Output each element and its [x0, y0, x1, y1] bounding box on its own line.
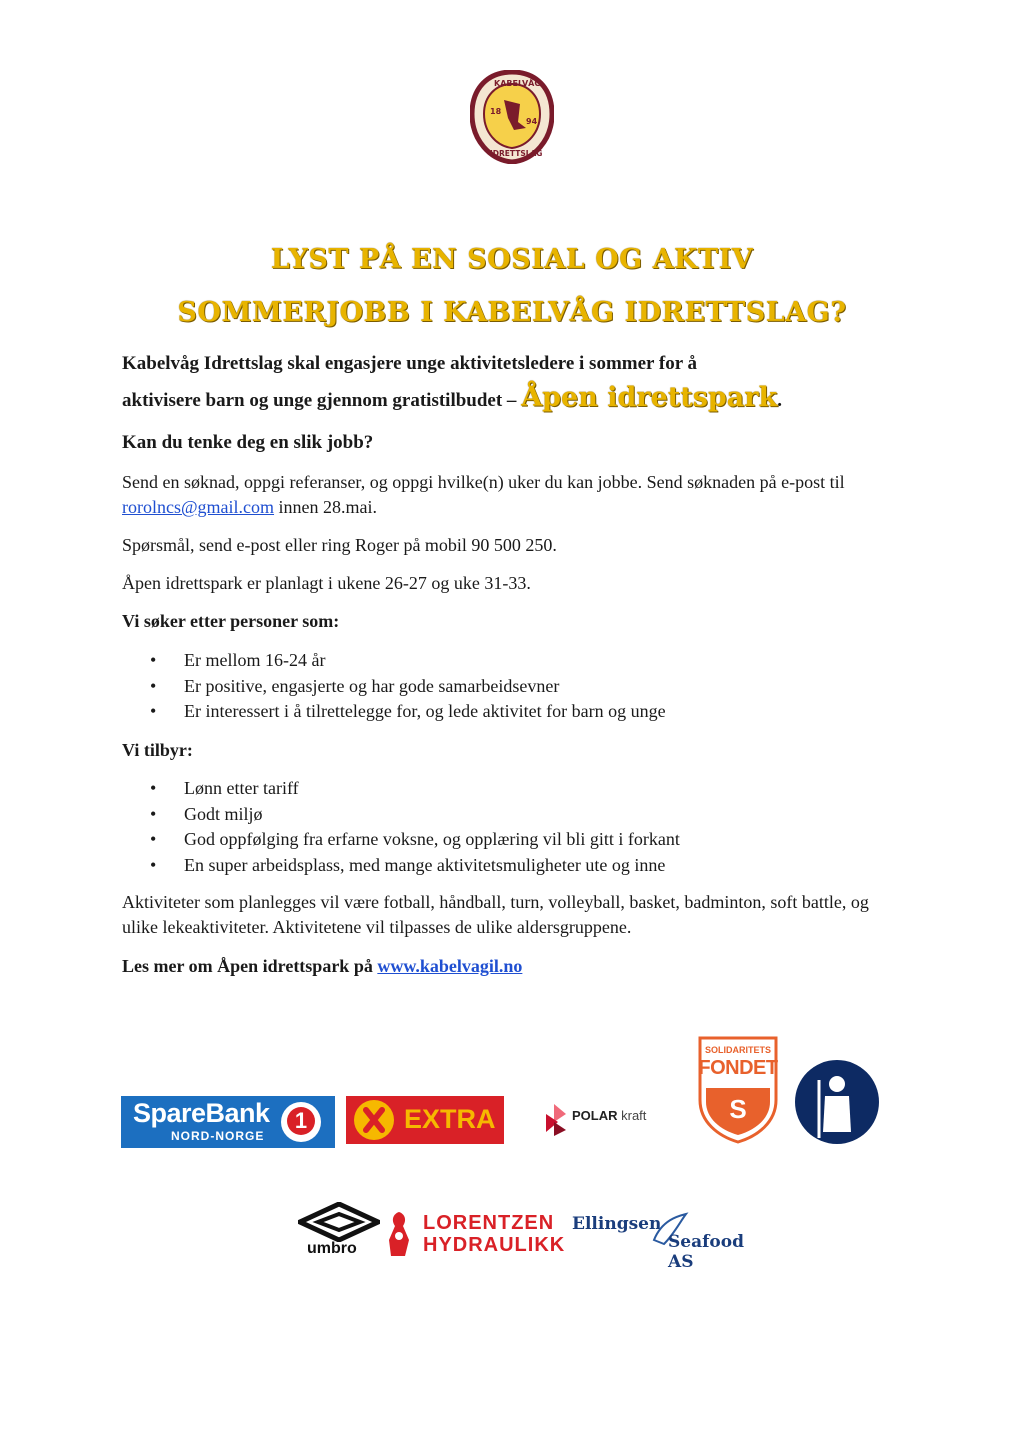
- headline-line-1: LYST PÅ EN SOSIAL OG AKTIV: [270, 244, 754, 275]
- extra-logo: [346, 1096, 504, 1144]
- lorentzen-line-1: LORENTZEN: [423, 1212, 555, 1234]
- seeking-list: [150, 648, 910, 725]
- questions-paragraph: Spørsmål, send e-post eller ring Roger på mobil 90 500 250.: [122, 535, 557, 555]
- ellingsen-line-1: Ellingsen: [572, 1214, 662, 1234]
- solidaritetsfondet-logo: [698, 1036, 778, 1144]
- list-item: • God oppfølging fra erfarne voksne, og opplæring vil bli gitt i forkant: [150, 827, 910, 853]
- lorentzen-figure-icon: [385, 1210, 413, 1258]
- solidaritet-letter: S: [729, 1094, 747, 1124]
- sparebank-number: 1: [287, 1107, 315, 1135]
- knight-icon: [795, 1060, 879, 1144]
- knight-logo: [795, 1060, 879, 1144]
- polar-name: POLAR: [572, 1108, 618, 1123]
- weeks-paragraph: Åpen idrettspark er planlagt i ukene 26-27 og uke 31-33.: [122, 573, 531, 593]
- email-link[interactable]: rorolncs@gmail.com: [122, 497, 275, 517]
- seeking-heading: Vi søker etter personer som:: [122, 611, 340, 631]
- apply-text-1: Send en søknad, oppgi referanser, og oppgi hvilke(n) uker du kan jobbe. Send søknaden på e-post til: [122, 472, 845, 492]
- umbro-diamond-icon: [298, 1202, 380, 1242]
- apply-text-2: innen 28.mai.: [274, 497, 378, 517]
- offer-heading: Vi tilbyr:: [122, 740, 193, 760]
- offer-list: [150, 776, 910, 878]
- ellingsen-line-2: Seafood AS: [668, 1232, 744, 1272]
- lorentzen-logo: [385, 1210, 565, 1260]
- intro-line-1: Kabelvåg Idrettslag skal engasjere unge aktivitetsledere i sommer for å: [122, 353, 698, 374]
- list-item: • Lønn etter tariff: [150, 776, 910, 802]
- club-logo: [470, 70, 554, 164]
- sparebank-name: SpareBank: [133, 1098, 270, 1128]
- ellingsen-logo: [572, 1208, 772, 1272]
- intro-line-2-suffix: .: [777, 390, 782, 411]
- logo-top-text: KABELVÅG: [494, 79, 541, 88]
- polar-kraft-name: [572, 1108, 646, 1123]
- polar-kraft-icon: [540, 1102, 570, 1138]
- list-item: • Er interessert i å tilrettelegge for, og lede aktivitet for barn og unge: [150, 699, 910, 725]
- extra-x-icon: [354, 1100, 394, 1140]
- umbro-name: umbro: [307, 1240, 357, 1257]
- list-item: • Er positive, engasjerte og har gode samarbeidsevner: [150, 674, 910, 700]
- sparebank-sub: NORD-NORGE: [171, 1129, 265, 1143]
- list-item: • Godt miljø: [150, 802, 910, 828]
- extra-name: EXTRA: [404, 1104, 496, 1134]
- intro-line-2: [122, 380, 902, 419]
- intro-highlight: Åpen idrettspark: [521, 382, 778, 413]
- lorentzen-line-2: HYDRAULIKK: [423, 1234, 566, 1256]
- logo-year-left: 18: [490, 107, 502, 116]
- read-more: [122, 954, 902, 979]
- list-item: • En super arbeidsplass, med mange aktivitetsmuligheter ute og inne: [150, 853, 910, 879]
- list-item: • Er mellom 16-24 år: [150, 648, 910, 674]
- solidaritet-top: SOLIDARITETS: [704, 1045, 771, 1055]
- club-crest-icon: [470, 70, 554, 164]
- apply-paragraph: [122, 470, 902, 520]
- question-heading: Kan du tenke deg en slik jobb?: [122, 432, 374, 453]
- logo-year-right: 94: [526, 117, 538, 126]
- headline-line-2: SOMMERJOBB I KABELVÅG IDRETTSLAG?: [177, 297, 847, 328]
- sparebank-logo: [121, 1096, 335, 1148]
- intro-line-2-prefix: aktivisere barn og unge gjennom gratistilbudet –: [122, 390, 522, 411]
- read-more-text: Les mer om Åpen idrettspark på: [122, 956, 378, 976]
- polar-suffix: kraft: [621, 1108, 647, 1123]
- activities-paragraph: Aktiviteter som planlegges vil være fotball, håndball, turn, volleyball, basket, badminton, soft battle, og ulike lekeaktiviteter. Aktivitetene vil tilpasses de ulike aldersgruppene.: [122, 892, 869, 937]
- solidaritet-main: FONDET: [698, 1057, 778, 1079]
- logo-bottom-text: IDRETTSLAG: [490, 149, 543, 158]
- website-link[interactable]: www.kabelvagil.no: [377, 956, 523, 976]
- umbro-logo: [298, 1202, 380, 1260]
- polar-kraft-logo: [540, 1100, 670, 1142]
